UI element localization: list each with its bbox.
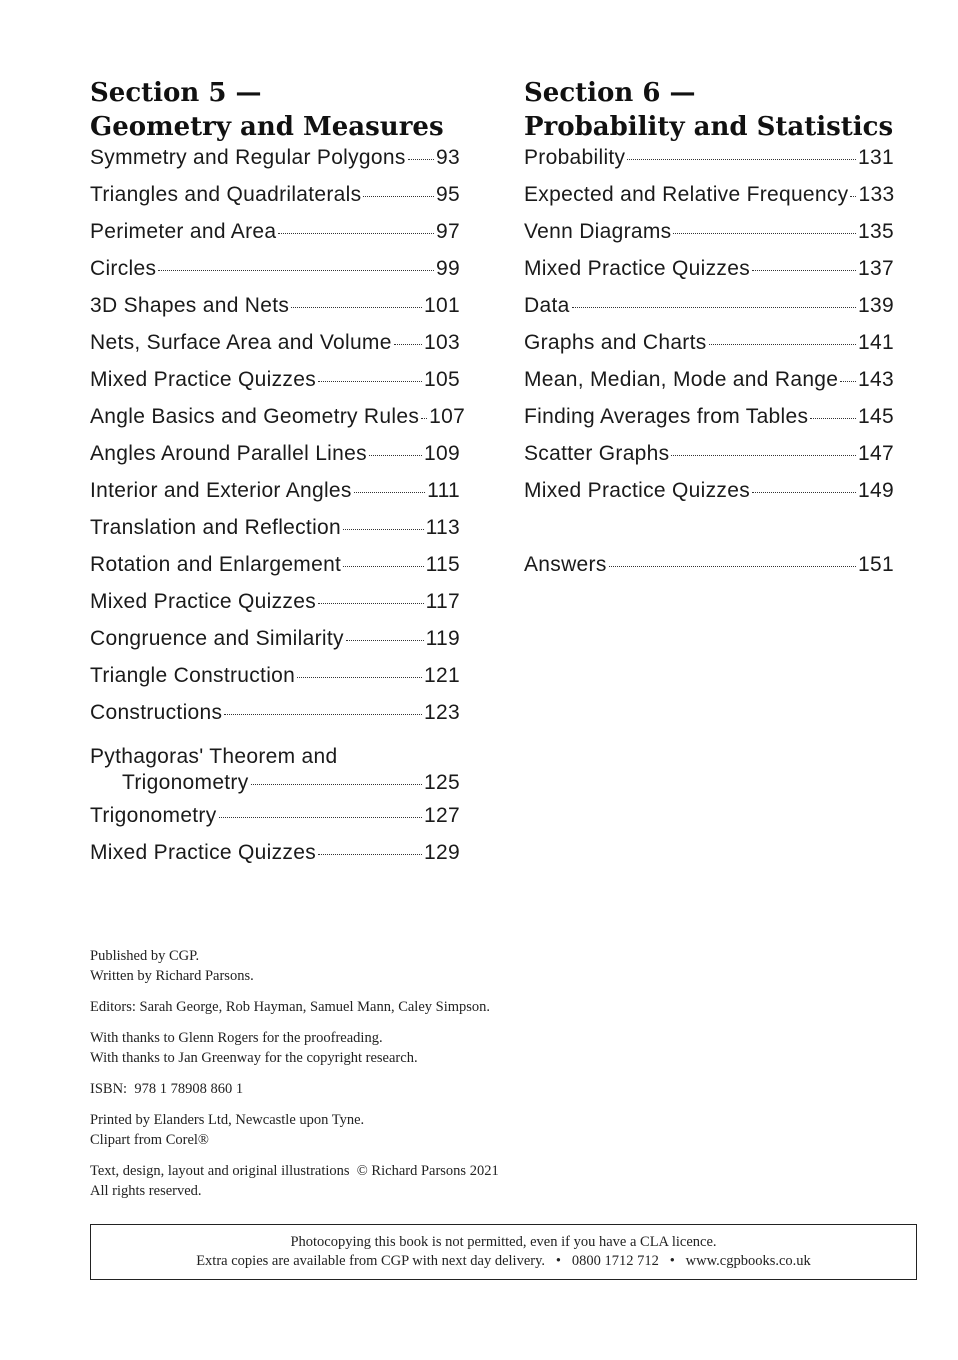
dot-leader xyxy=(810,418,856,419)
toc-entry-page: 131 xyxy=(858,146,894,169)
published-by: Published by CGP. xyxy=(90,948,200,964)
dot-leader xyxy=(408,159,434,160)
toc-entry-title: Finding Averages from Tables xyxy=(524,405,809,428)
toc-entry-page: 145 xyxy=(858,405,894,428)
toc-entry-page: 119 xyxy=(425,627,460,650)
toc-entry-page: 133 xyxy=(858,183,895,206)
dot-leader xyxy=(609,566,856,567)
section-5-column xyxy=(90,76,466,878)
toc-entry[interactable] xyxy=(524,479,894,516)
notice-line-1: Photocopying this book is not permitted, even if you have a CLA licence. xyxy=(290,1234,717,1250)
dot-leader xyxy=(850,196,856,197)
toc-entry-page: 117 xyxy=(425,590,460,613)
toc-entry[interactable] xyxy=(90,257,460,294)
dot-leader xyxy=(158,270,434,271)
toc-entry-title: Angles Around Parallel Lines xyxy=(90,442,367,465)
dot-leader xyxy=(421,418,427,419)
credits-copyright xyxy=(90,1161,650,1201)
toc-entry-page: 97 xyxy=(436,220,460,243)
dot-leader xyxy=(297,677,422,678)
toc-entry-title: Translation and Reflection xyxy=(90,516,341,539)
dot-leader xyxy=(369,455,422,456)
dot-leader xyxy=(572,307,856,308)
toc-entry-title: Triangle Construction xyxy=(90,664,296,687)
toc-entry-page: 139 xyxy=(858,294,894,317)
toc-entry-page: 151 xyxy=(858,553,894,576)
toc-entry[interactable] xyxy=(90,479,460,516)
dot-leader xyxy=(394,344,422,345)
toc-entry-page: 135 xyxy=(858,220,894,243)
section-5-contents-list xyxy=(90,146,466,878)
dot-leader xyxy=(752,270,856,271)
toc-entry[interactable] xyxy=(90,294,460,331)
dot-leader xyxy=(840,381,856,382)
rights-line: All rights reserved. xyxy=(90,1183,202,1199)
toc-entry-title: Rotation and Enlargement xyxy=(90,553,342,576)
toc-entry-page: 103 xyxy=(424,331,460,354)
toc-entry-page: 115 xyxy=(425,553,460,576)
toc-entry-title: Answers xyxy=(524,553,607,576)
toc-entry-page: 95 xyxy=(436,183,460,206)
toc-entry-page: 109 xyxy=(424,442,460,465)
toc-entry-page: 105 xyxy=(424,368,460,391)
toc-entry-title-stack xyxy=(90,742,460,804)
toc-entry-page: 137 xyxy=(858,257,894,280)
toc-entry-title: Mixed Practice Quizzes xyxy=(524,479,751,502)
toc-entry-page: 125 xyxy=(424,771,460,794)
clipart-credit: Clipart from Corel® xyxy=(90,1132,209,1148)
thanks-proofreading: With thanks to Glenn Rogers for the proofreading. xyxy=(90,1030,383,1046)
section-6-number: Section 6 — xyxy=(524,78,696,108)
toc-entry-title: Constructions xyxy=(90,701,223,724)
toc-entry-title: Interior and Exterior Angles xyxy=(90,479,352,502)
section-5-title: Geometry and Measures xyxy=(90,112,444,142)
toc-entry[interactable] xyxy=(524,405,894,442)
dot-leader xyxy=(627,159,856,160)
dot-leader xyxy=(343,529,424,530)
toc-entry-page: 129 xyxy=(424,841,460,864)
toc-entry-title: Perimeter and Area xyxy=(90,220,277,243)
toc-entry-page: 99 xyxy=(436,257,460,280)
toc-entry[interactable] xyxy=(524,220,894,257)
toc-entry[interactable] xyxy=(90,516,460,553)
dot-leader xyxy=(673,233,856,234)
dot-leader xyxy=(709,344,857,345)
section-6-column xyxy=(524,76,894,590)
toc-entry-title-continued: Trigonometry xyxy=(122,771,249,794)
toc-entry-title: Congruence and Similarity xyxy=(90,627,344,650)
toc-entry[interactable] xyxy=(90,664,460,701)
notice-line-2: Extra copies are available from CGP with next day delivery. • 0800 1712 712 • www.cgpbooks.co.uk xyxy=(196,1253,811,1269)
toc-entry[interactable] xyxy=(90,405,466,442)
toc-entry-page: 143 xyxy=(858,368,894,391)
dot-leader xyxy=(363,196,434,197)
thanks-copyright: With thanks to Jan Greenway for the copyright research. xyxy=(90,1050,418,1066)
dot-leader xyxy=(318,603,424,604)
dot-leader xyxy=(752,492,856,493)
dot-leader xyxy=(318,854,422,855)
toc-entry-title: Symmetry and Regular Polygons xyxy=(90,146,406,169)
toc-entry[interactable] xyxy=(90,442,460,479)
toc-entry-title: Nets, Surface Area and Volume xyxy=(90,331,392,354)
toc-entry[interactable] xyxy=(524,331,894,368)
publishing-credits xyxy=(90,946,650,1212)
toc-entry-title: Mixed Practice Quizzes xyxy=(90,841,317,864)
toc-entry[interactable] xyxy=(90,553,460,590)
toc-entry-page: 101 xyxy=(424,294,460,317)
toc-entry-page: 123 xyxy=(424,701,460,724)
written-by: Written by Richard Parsons. xyxy=(90,968,254,984)
credits-authorship xyxy=(90,946,650,986)
section-5-number: Section 5 — xyxy=(90,78,262,108)
toc-entry[interactable] xyxy=(524,183,894,220)
toc-entry[interactable] xyxy=(524,257,894,294)
dot-leader xyxy=(343,566,423,567)
toc-entry-page: 111 xyxy=(427,479,460,502)
toc-entry-page: 93 xyxy=(436,146,460,169)
printed-by: Printed by Elanders Ltd, Newcastle upon Tyne. xyxy=(90,1112,365,1128)
dot-leader xyxy=(224,714,422,715)
toc-entry-second-line xyxy=(90,771,460,804)
toc-entry-title: Venn Diagrams xyxy=(524,220,672,243)
toc-entry-title: Graphs and Charts xyxy=(524,331,707,354)
toc-entry-title: Mixed Practice Quizzes xyxy=(90,590,317,613)
toc-entry[interactable] xyxy=(90,368,460,405)
dot-leader xyxy=(346,640,424,641)
dot-leader xyxy=(354,492,425,493)
toc-entry-page: 149 xyxy=(858,479,894,502)
toc-entry[interactable] xyxy=(524,368,894,405)
credits-thanks xyxy=(90,1028,650,1068)
toc-entry[interactable] xyxy=(90,701,460,738)
toc-entry[interactable] xyxy=(90,804,460,841)
toc-entry[interactable] xyxy=(524,294,894,331)
toc-entry-title: Pythagoras' Theorem and xyxy=(90,745,338,768)
toc-entry-page: 113 xyxy=(425,516,460,539)
toc-entry[interactable] xyxy=(90,220,460,257)
toc-entry[interactable] xyxy=(524,442,894,479)
section-6-heading xyxy=(524,76,894,144)
toc-entry-title: Scatter Graphs xyxy=(524,442,670,465)
toc-entry-title: Probability xyxy=(524,146,626,169)
credits-printing xyxy=(90,1110,650,1150)
photocopy-notice-box xyxy=(90,1224,917,1280)
dot-leader xyxy=(278,233,434,234)
toc-entry[interactable] xyxy=(90,627,460,664)
toc-entry[interactable] xyxy=(90,183,460,220)
toc-entry-title: Angle Basics and Geometry Rules xyxy=(90,405,420,428)
toc-entry-title: 3D Shapes and Nets xyxy=(90,294,290,317)
toc-entry[interactable] xyxy=(524,146,894,183)
toc-entry[interactable] xyxy=(90,146,460,183)
toc-entry-title: Triangles and Quadrilaterals xyxy=(90,183,362,206)
toc-entry-title: Circles xyxy=(90,257,157,280)
toc-entry-answers[interactable] xyxy=(524,553,894,590)
toc-entry-title: Mixed Practice Quizzes xyxy=(524,257,751,280)
dot-leader xyxy=(671,455,856,456)
toc-entry-page: 141 xyxy=(858,331,894,354)
toc-entry-page: 127 xyxy=(424,804,460,827)
toc-entry[interactable] xyxy=(90,590,460,627)
toc-entry-page: 107 xyxy=(429,405,466,428)
toc-entry-title: Data xyxy=(524,294,570,317)
toc-entry-page: 121 xyxy=(424,664,460,687)
dot-leader xyxy=(219,817,423,818)
toc-entry-title: Mean, Median, Mode and Range xyxy=(524,368,839,391)
toc-entry-title: Mixed Practice Quizzes xyxy=(90,368,317,391)
copyright-line: Text, design, layout and original illustrations © Richard Parsons 2021 xyxy=(90,1163,499,1179)
section-5-heading xyxy=(90,76,460,144)
dot-leader xyxy=(291,307,422,308)
toc-entry[interactable] xyxy=(90,738,460,804)
toc-entry[interactable] xyxy=(90,331,460,368)
credits-editors: Editors: Sarah George, Rob Hayman, Samuel Mann, Caley Simpson. xyxy=(90,999,491,1015)
credits-isbn: ISBN: 978 1 78908 860 1 xyxy=(90,1081,244,1097)
dot-leader xyxy=(251,784,423,785)
section-6-contents-list xyxy=(524,146,894,516)
toc-entry[interactable] xyxy=(90,841,460,878)
toc-entry-title: Trigonometry xyxy=(90,804,217,827)
toc-entry-title: Expected and Relative Frequency xyxy=(524,183,849,206)
dot-leader xyxy=(318,381,422,382)
toc-entry-page: 147 xyxy=(858,442,894,465)
contents-spacer xyxy=(524,516,894,553)
section-6-title: Probability and Statistics xyxy=(524,112,894,142)
